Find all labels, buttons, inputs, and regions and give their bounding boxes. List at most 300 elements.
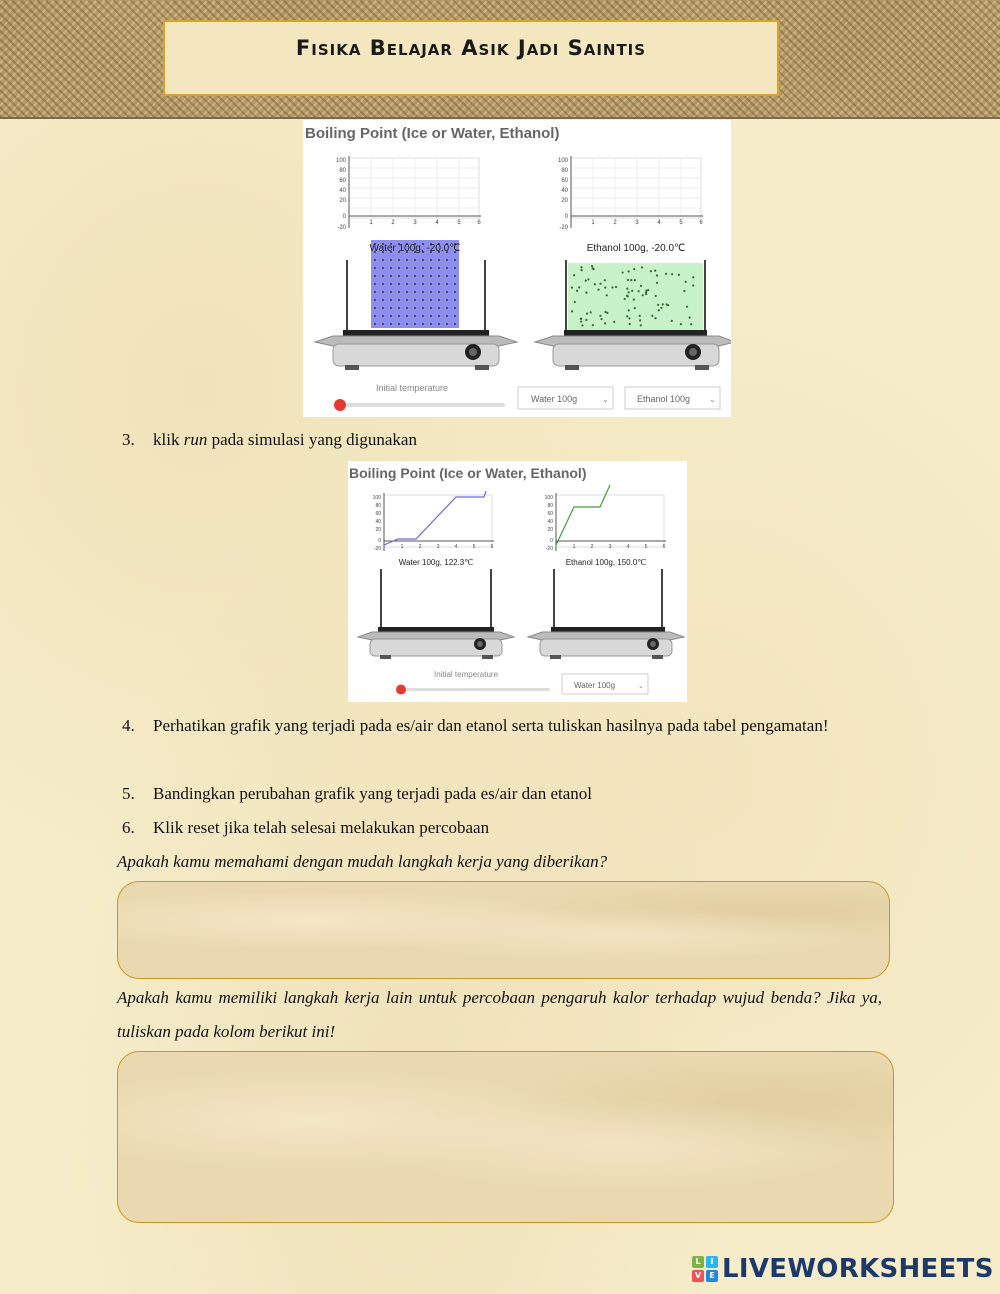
water-particle (422, 275, 424, 277)
sim2-right-ytick: -20 (545, 546, 553, 552)
sim2-right-xtick: 2 (590, 544, 594, 550)
ethanol-particle (671, 273, 673, 275)
ethanol-particle (571, 286, 573, 288)
water-particle (382, 291, 384, 293)
logo-letter: V (692, 1270, 704, 1282)
water-particle (454, 291, 456, 293)
water-particle (406, 291, 408, 293)
water-particle (438, 283, 440, 285)
ethanol-particle (599, 315, 601, 317)
ethanol-particle (590, 311, 592, 313)
select-sample[interactable] (562, 674, 648, 694)
water-particle (390, 315, 392, 317)
ethanol-particle (683, 290, 685, 292)
sim1-left-graph (336, 156, 481, 231)
sim2-right-xtick: 6 (662, 544, 666, 550)
sim2-right-ytick: 0 (550, 538, 553, 544)
question-2: Apakah kamu memiliki langkah kerja lain untuk percobaan pengaruh kalor terhadap wujud benda? Jika ya, tuliskan pada kolom berikut ini! (117, 988, 882, 1041)
sim1-left-ytick: 0 (342, 214, 346, 220)
ethanol-particle (678, 274, 680, 276)
sim1-right-ytick: 0 (564, 214, 568, 220)
water-particle (430, 267, 432, 269)
ethanol-particle (611, 286, 613, 288)
logo-letter: L (692, 1256, 704, 1268)
hot-plate-right (528, 627, 684, 659)
sim1-left-xtick: 5 (457, 220, 461, 226)
step-text: Klik reset jika telah selesai melakukan percobaan (153, 818, 490, 837)
ethanol-particle (654, 269, 656, 271)
sim1-right-label: Ethanol 100g, -20.0℃ (586, 243, 686, 254)
water-particle (446, 275, 448, 277)
water-particle (446, 315, 448, 317)
sim2-right-xtick: 4 (626, 544, 630, 550)
sim2-left-ytick: 0 (378, 538, 381, 544)
water-beaker (347, 240, 485, 332)
select-sample-value: Water 100g (574, 681, 616, 690)
hot-plate-left (315, 330, 517, 370)
ethanol-particle (633, 268, 635, 270)
ethanol-particle (655, 295, 657, 297)
water-particle (406, 307, 408, 309)
sim2-left-ytick: 60 (375, 511, 381, 517)
water-particle (438, 275, 440, 277)
water-particle (390, 267, 392, 269)
ethanol-particle (600, 318, 602, 320)
sim1-right-xtick: 4 (657, 220, 661, 226)
water-particle (438, 299, 440, 301)
water-particle (398, 267, 400, 269)
water-particle (406, 315, 408, 317)
ethanol-particle (640, 324, 642, 326)
sim1-left-xtick: 3 (413, 220, 417, 226)
water-particle (414, 275, 416, 277)
water-particle (398, 259, 400, 261)
water-particle (406, 259, 408, 261)
water-particle (454, 323, 456, 325)
water-particle (454, 259, 456, 261)
ethanol-particle (604, 286, 606, 288)
ethanol-particle (592, 324, 594, 326)
step-text-part: klik (153, 430, 184, 449)
water-particle (454, 267, 456, 269)
step-4 (122, 709, 882, 743)
water-particle (454, 307, 456, 309)
ethanol-particle (573, 274, 575, 276)
ethanol-particle (622, 271, 624, 273)
sim2-right-graph (545, 485, 666, 552)
sim2-left-xtick: 1 (400, 544, 404, 550)
sim1-left-xtick: 2 (391, 220, 395, 226)
sim1-right-xtick: 1 (591, 220, 595, 226)
water-particle (390, 275, 392, 277)
sim1-left-ytick: 60 (339, 178, 346, 184)
sim2-title: Boiling Point (Ice or Water, Ethanol) (349, 465, 587, 481)
ethanol-particle (642, 294, 644, 296)
water-particle (414, 323, 416, 325)
water-particle (430, 323, 432, 325)
ethanol-particle (645, 293, 647, 295)
sim2-right-ytick: 20 (547, 527, 553, 533)
water-particle (406, 299, 408, 301)
ethanol-particle (626, 288, 628, 290)
ethanol-particle (651, 315, 653, 317)
water-particle (398, 275, 400, 277)
water-particle (414, 299, 416, 301)
liveworksheets-icon (692, 1256, 718, 1282)
step-number: 3. (122, 430, 135, 449)
sim2-left-xtick: 4 (454, 544, 458, 550)
ethanol-particle (624, 298, 626, 300)
water-particle (454, 315, 456, 317)
sim1-right-xtick: 2 (613, 220, 617, 226)
sim2-left-ytick: 40 (375, 519, 381, 525)
ethanol-particle (631, 290, 633, 292)
ethanol-particle (630, 279, 632, 281)
ethanol-particle (656, 282, 658, 284)
sim1-left-ytick: 20 (339, 198, 346, 204)
water-particle (398, 323, 400, 325)
water-particle (398, 315, 400, 317)
water-particle (438, 259, 440, 261)
water-particle (422, 267, 424, 269)
water-particle (430, 299, 432, 301)
ethanol-particle (585, 280, 587, 282)
hot-plate-left (358, 627, 514, 659)
ethanol-particle (650, 270, 652, 272)
ethanol-particle (634, 279, 636, 281)
sim2-left-xtick: 3 (436, 544, 440, 550)
water-particle (374, 291, 376, 293)
page-title: Fisika Belajar Asik Jadi Saintis (295, 36, 647, 60)
sim1-title: Boiling Point (Ice or Water, Ethanol) (305, 125, 560, 142)
question-1: Apakah kamu memahami dengan mudah langkah kerja yang diberikan? (117, 852, 608, 871)
ethanol-particle (587, 278, 589, 280)
sim1-left-ytick: 40 (339, 188, 346, 194)
water-particle (390, 291, 392, 293)
step-5 (122, 777, 882, 811)
water-particle (430, 283, 432, 285)
ethanol-particle (581, 269, 583, 271)
sim1-left-label: Water 100g, -20.0℃ (369, 243, 461, 254)
water-particle (422, 315, 424, 317)
sim2-right-ytick: 40 (547, 519, 553, 525)
water-particle (374, 307, 376, 309)
header-banner (0, 0, 1000, 119)
answer-field-1[interactable] (118, 882, 889, 978)
sim2-left-ytick: 100 (372, 495, 381, 501)
water-particle (398, 283, 400, 285)
ethanol-particle (639, 319, 641, 321)
water-particle (430, 307, 432, 309)
sim1-right-xtick: 3 (635, 220, 639, 226)
ethanol-particle (604, 279, 606, 281)
water-particle (438, 323, 440, 325)
water-particle (438, 267, 440, 269)
sim1-left-ytick: 100 (335, 158, 346, 164)
step-number: 5. (122, 784, 135, 803)
sim2-right-xtick: 1 (572, 544, 576, 550)
temperature-slider[interactable] (334, 399, 505, 411)
water-particle (374, 323, 376, 325)
water-particle (446, 259, 448, 261)
ethanol-particle (585, 292, 587, 294)
select-sample-right-value: Ethanol 100g (637, 394, 691, 404)
step-text (153, 423, 882, 457)
water-particle (414, 267, 416, 269)
water-particle (422, 291, 424, 293)
water-particle (390, 323, 392, 325)
sim1-left-ytick: -20 (337, 225, 346, 231)
ethanol-particle (629, 323, 631, 325)
water-particle (422, 283, 424, 285)
ethanol-particle (580, 266, 582, 268)
water-particle (406, 275, 408, 277)
ethanol-particle (606, 294, 608, 296)
ethanol-particle (686, 306, 688, 308)
sim1-slider-label: Initial temperature (376, 383, 449, 393)
water-particle (390, 299, 392, 301)
ethanol-particle (658, 309, 660, 311)
ethanol-particle (680, 323, 682, 325)
chevron-down-icon: ⌄ (638, 683, 644, 690)
water-particle (454, 275, 456, 277)
ethanol-particle (574, 301, 576, 303)
sim1-right-graph (558, 156, 703, 231)
sim1-left-xtick: 4 (435, 220, 439, 226)
water-particle (390, 259, 392, 261)
ethanol-particle (690, 323, 692, 325)
ethanol-beaker (566, 243, 705, 332)
select-sample-right[interactable] (625, 387, 720, 409)
water-particle (430, 291, 432, 293)
sim1-right-xtick: 6 (699, 220, 703, 226)
sim2-left-graph (373, 491, 494, 552)
ethanol-particle (685, 281, 687, 283)
water-particle (374, 267, 376, 269)
ethanol-particle (599, 283, 601, 285)
empty-beaker-right (554, 569, 662, 629)
ethanol-particle (585, 319, 587, 321)
ethanol-particle (581, 324, 583, 326)
water-particle (382, 275, 384, 277)
ethanol-particle (613, 321, 615, 323)
empty-beaker-left (381, 569, 491, 629)
ethanol-particle (628, 270, 630, 272)
step-text-part: pada simulasi yang digunakan (207, 430, 417, 449)
water-particle (446, 283, 448, 285)
ethanol-particle (657, 304, 659, 306)
sim2-right-xtick: 5 (644, 544, 648, 550)
sim1-right-ytick: 100 (557, 158, 568, 164)
sim1-right-ytick: 60 (561, 178, 568, 184)
ethanol-particle (626, 295, 628, 297)
water-particle (406, 267, 408, 269)
sim2-left-ytick: 20 (375, 527, 381, 533)
title-box (163, 20, 779, 96)
sim1-right-ytick: 40 (561, 188, 568, 194)
step-text-emphasis: run (183, 430, 208, 449)
step-number: 4. (122, 716, 135, 735)
ethanol-particle (692, 284, 694, 286)
water-particle (382, 283, 384, 285)
sim1-left-xtick: 1 (369, 220, 373, 226)
water-particle (414, 283, 416, 285)
ethanol-particle (594, 283, 596, 285)
water-particle (374, 283, 376, 285)
sim2-left-label: Water 100g, 122.3℃ (398, 558, 474, 567)
step-text: Bandingkan perubahan grafik yang terjadi pada es/air dan etanol (153, 784, 592, 803)
sim1-right-ytick: -20 (559, 225, 568, 231)
ethanol-particle (665, 273, 667, 275)
water-particle (422, 259, 424, 261)
water-particle (382, 323, 384, 325)
ethanol-particle (628, 317, 630, 319)
step-6 (122, 811, 882, 845)
water-particle (414, 291, 416, 293)
ethanol-particle (605, 311, 607, 313)
ethanol-particle (627, 279, 629, 281)
sim2-slider-label: Initial temperature (434, 670, 499, 679)
ethanol-particle (591, 265, 593, 267)
water-particle (430, 259, 432, 261)
ethanol-particle (604, 322, 606, 324)
water-particle (382, 259, 384, 261)
ethanol-particle (626, 315, 628, 317)
ethanol-particle (591, 267, 593, 269)
ethanol-particle (647, 289, 649, 291)
water-particle (422, 299, 424, 301)
sim2-right-ytick: 100 (544, 495, 553, 501)
step-number: 6. (122, 818, 135, 837)
ethanol-particle (692, 276, 694, 278)
sim2-left-ytick: -20 (373, 546, 381, 552)
ethanol-particle (580, 320, 582, 322)
hot-plate-right (535, 330, 731, 370)
ethanol-particle (628, 309, 630, 311)
ethanol-particle (571, 310, 573, 312)
water-particle (390, 307, 392, 309)
water-particle (398, 291, 400, 293)
water-particle (438, 315, 440, 317)
sim2-right-ytick: 80 (547, 503, 553, 509)
ethanol-particle (586, 312, 588, 314)
simulation-initial (303, 120, 731, 417)
ethanol-particle (662, 303, 664, 305)
logo-letter: I (706, 1256, 718, 1268)
water-particle (374, 315, 376, 317)
liveworksheets-logo (692, 1253, 994, 1285)
ethanol-particle (580, 318, 582, 320)
water-particle (446, 267, 448, 269)
select-sample-left[interactable] (518, 387, 613, 409)
chevron-down-icon: ⌄ (709, 395, 716, 404)
ethanol-particle (660, 307, 662, 309)
water-particle (382, 315, 384, 317)
sim1-right-xtick: 5 (679, 220, 683, 226)
water-particle (446, 323, 448, 325)
water-particle (382, 307, 384, 309)
water-particle (406, 283, 408, 285)
water-particle (398, 307, 400, 309)
sim1-right-ytick: 20 (561, 198, 568, 204)
logo-letter: E (706, 1270, 718, 1282)
sim2-right-ytick: 60 (547, 511, 553, 517)
water-particle (406, 323, 408, 325)
water-particle (374, 299, 376, 301)
ethanol-particle (634, 307, 636, 309)
water-particle (430, 275, 432, 277)
ethanol-particle (641, 266, 643, 268)
ethanol-particle (654, 317, 656, 319)
answer-box-1[interactable] (117, 881, 890, 979)
water-particle (382, 299, 384, 301)
ethanol-particle (633, 299, 635, 301)
ethanol-particle (615, 286, 617, 288)
water-particle (430, 315, 432, 317)
sim1-left-xtick: 6 (477, 220, 481, 226)
water-particle (390, 283, 392, 285)
liveworksheets-text: LIVEWORKSHEETS (722, 1254, 994, 1284)
answer-field-2[interactable] (118, 1052, 893, 1222)
water-particle (446, 299, 448, 301)
ethanol-particle (576, 290, 578, 292)
ethanol-particle (628, 291, 630, 293)
water-particle (414, 315, 416, 317)
ethanol-particle (671, 320, 673, 322)
water-particle (438, 291, 440, 293)
ethanol-particle (639, 315, 641, 317)
step-3 (122, 423, 882, 457)
ethanol-particle (640, 285, 642, 287)
ethanol-particle (666, 303, 668, 305)
sim1-right-ytick: 80 (561, 168, 568, 174)
sim1-left-ytick: 80 (339, 168, 346, 174)
ethanol-particle (578, 286, 580, 288)
ethanol-heating-curve (556, 485, 610, 545)
water-particle (454, 299, 456, 301)
chevron-down-icon: ⌄ (602, 395, 609, 404)
simulation-after-run (348, 461, 687, 702)
water-particle (446, 307, 448, 309)
ethanol-particle (638, 290, 640, 292)
water-particle (438, 307, 440, 309)
select-sample-left-value: Water 100g (531, 394, 578, 404)
water-particle (454, 283, 456, 285)
sim2-left-xtick: 6 (490, 544, 494, 550)
water-heating-curve (384, 491, 486, 545)
water-particle (398, 299, 400, 301)
sim2-left-xtick: 2 (418, 544, 422, 550)
step-text: Perhatikan grafik yang terjadi pada es/air dan etanol serta tuliskan hasilnya pada tabel pengamatan! (153, 716, 829, 735)
water-particle (422, 307, 424, 309)
sim2-left-xtick: 5 (472, 544, 476, 550)
water-particle (414, 259, 416, 261)
sim2-left-ytick: 80 (375, 503, 381, 509)
sim2-right-label: Ethanol 100g, 150.0℃ (565, 558, 647, 567)
water-particle (414, 307, 416, 309)
sim2-right-xtick: 3 (608, 544, 612, 550)
water-particle (446, 291, 448, 293)
ethanol-particle (656, 274, 658, 276)
ethanol-particle (689, 317, 691, 319)
water-particle (374, 275, 376, 277)
temperature-slider[interactable] (396, 685, 550, 695)
water-particle (422, 323, 424, 325)
water-particle (374, 259, 376, 261)
ethanol-particle (597, 289, 599, 291)
answer-box-2[interactable] (117, 1051, 894, 1223)
water-particle (382, 267, 384, 269)
